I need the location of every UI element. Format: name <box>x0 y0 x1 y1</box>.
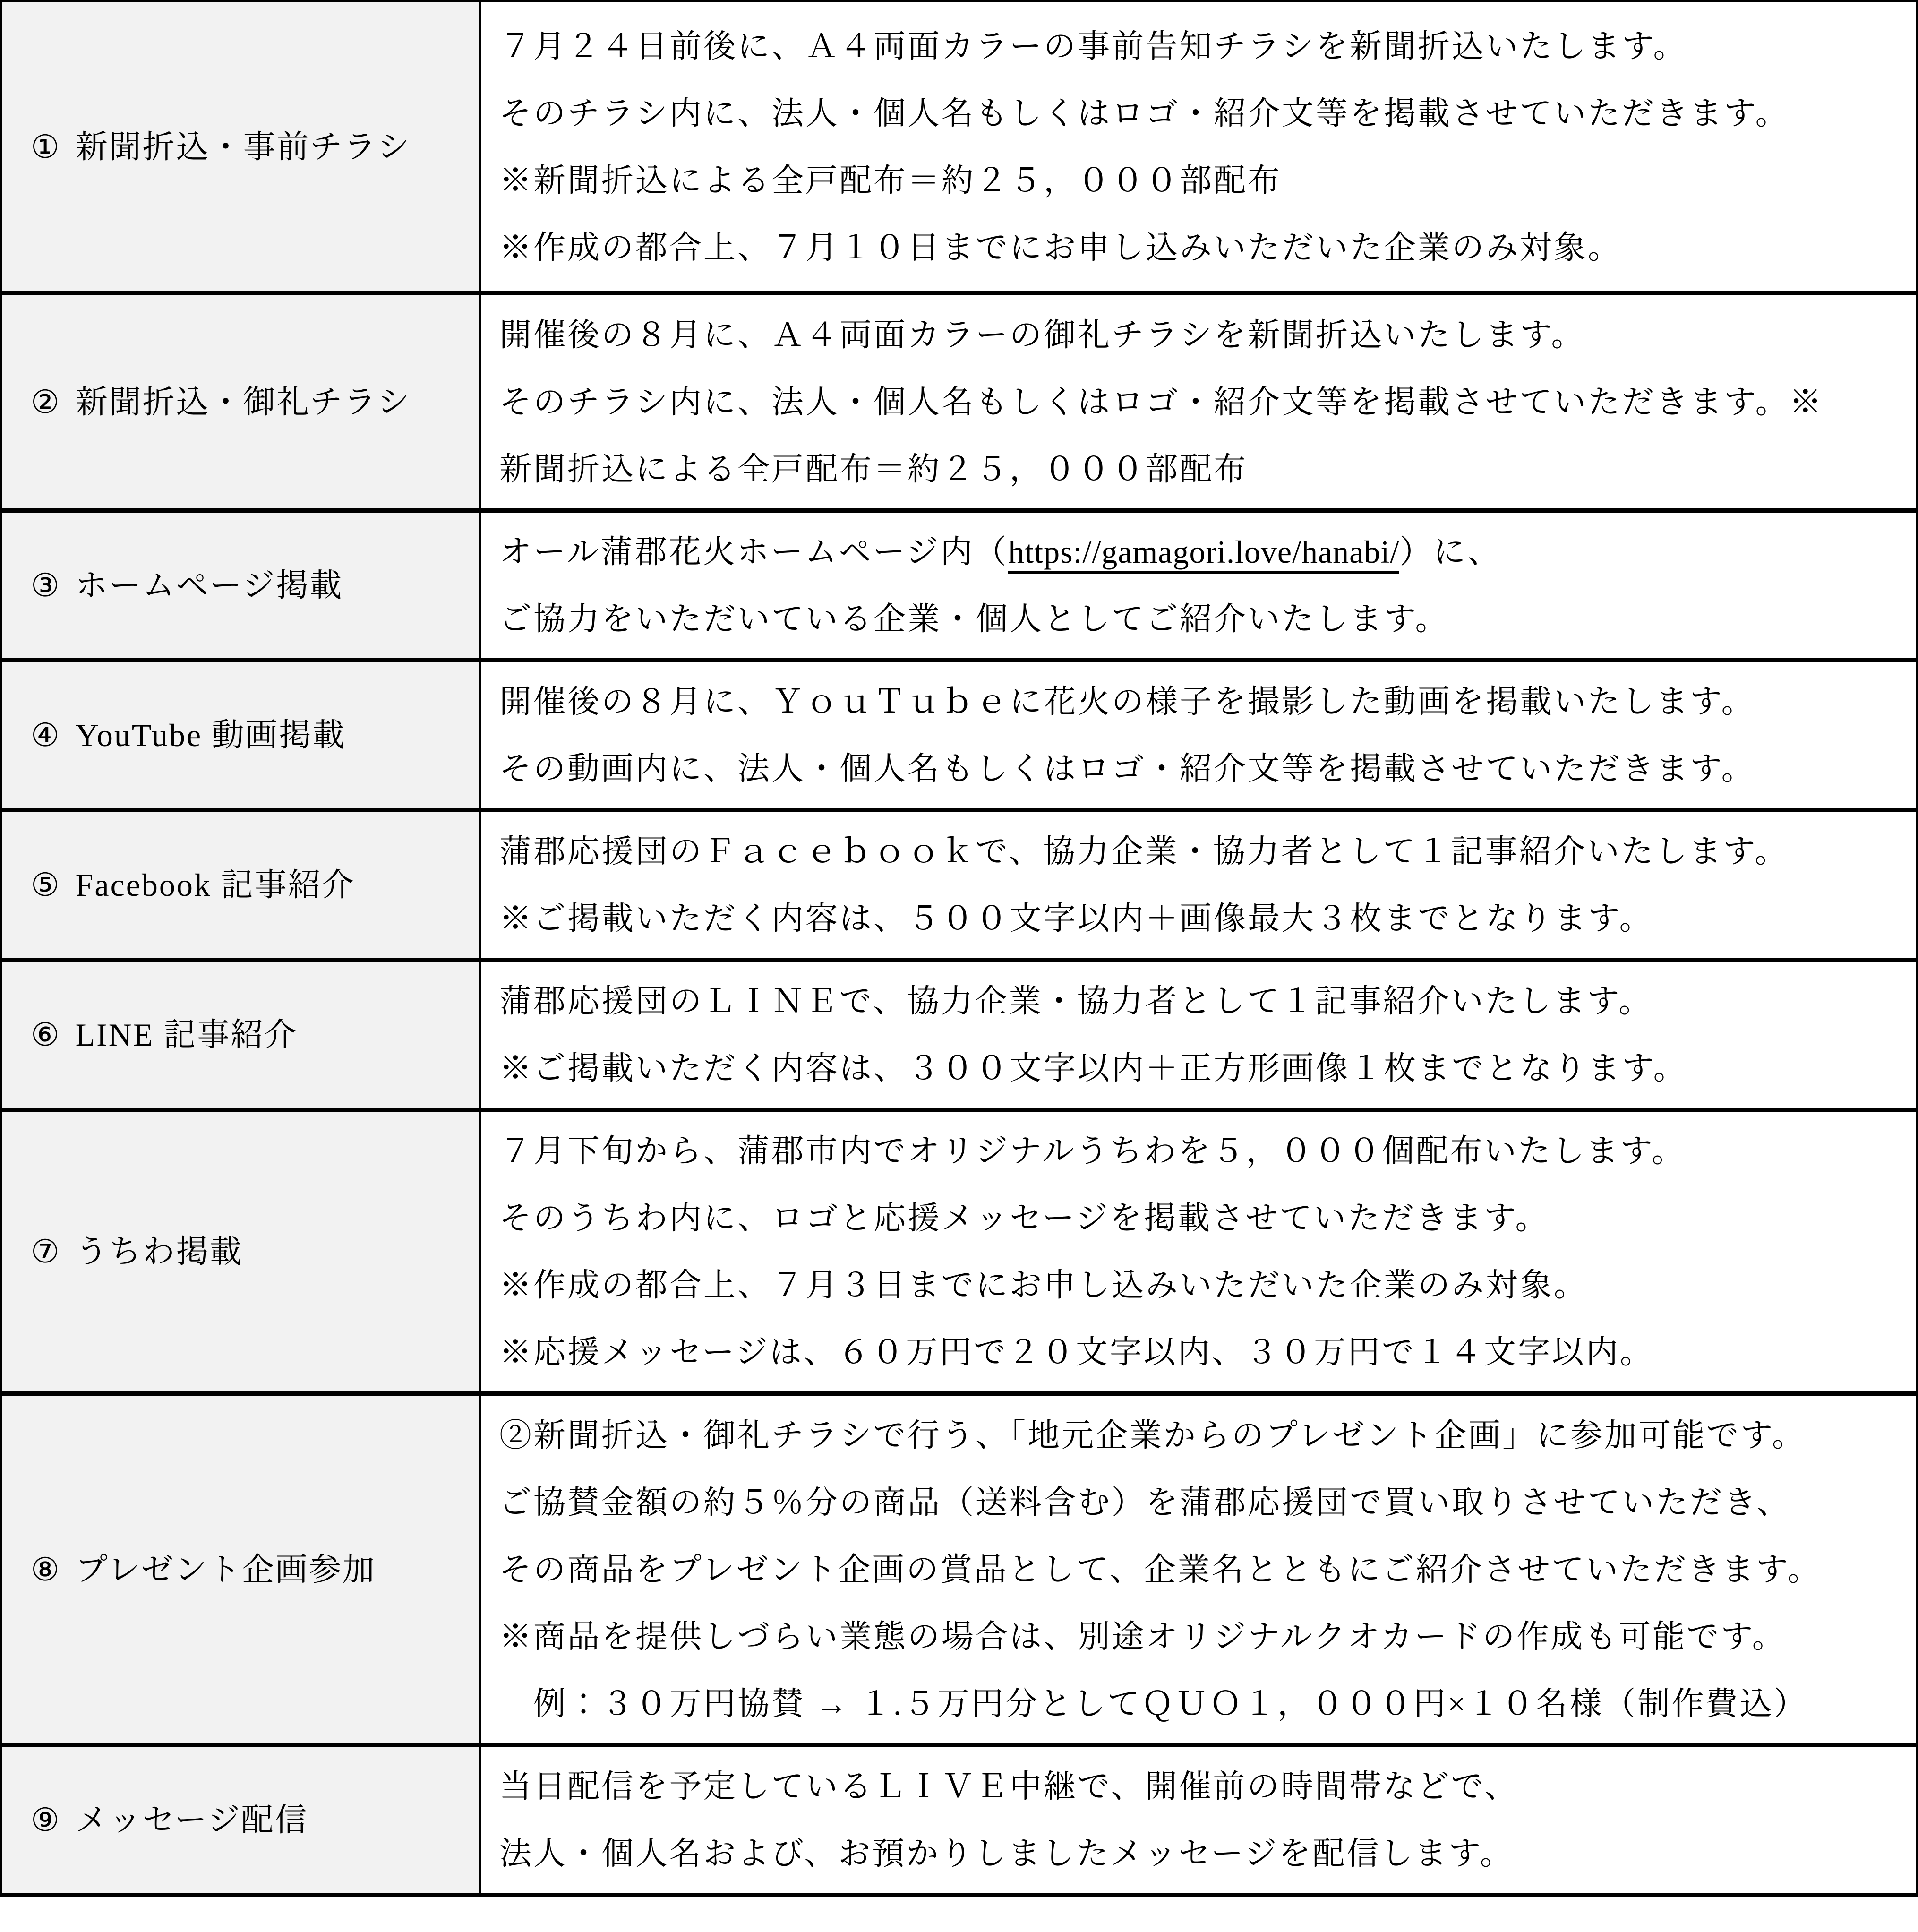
row-title: 新聞折込・御礼チラシ <box>75 384 411 420</box>
row-label <box>1 1 480 293</box>
text-segment: ７月下旬から、蒲郡市内でオリジナルうちわを５，０００個配布いたします。 <box>499 1133 1686 1169</box>
text-segment: そのチラシ内に、法人・個人名もしくはロゴ・紹介文等を掲載させていただきます。 <box>499 95 1790 131</box>
row-description <box>480 1110 1917 1394</box>
text-segment: ※作成の都合上、７月３日までにお申し込みいただいた企業のみ対象。 <box>499 1267 1588 1303</box>
row-number: ⑤ <box>31 867 61 903</box>
text-line <box>499 147 1906 214</box>
row-number: ⑦ <box>31 1234 61 1270</box>
row-description <box>480 960 1917 1110</box>
table-row <box>1 1110 1917 1394</box>
text-segment: ７月２４日前後に、Ａ４両面カラーの事前告知チラシを新聞折込いたします。 <box>499 28 1687 64</box>
text-segment: そのチラシ内に、法人・個人名もしくはロゴ・紹介文等を掲載させていただきます。※ <box>499 384 1824 420</box>
row-description <box>480 1 1917 293</box>
text-line <box>499 1402 1906 1469</box>
text-segment: オール蒲郡花火ホームページ内（ <box>499 534 1009 570</box>
text-line <box>499 436 1906 503</box>
text-line <box>499 1536 1906 1603</box>
text-line <box>499 1117 1906 1185</box>
row-label <box>1 293 480 511</box>
row-label <box>1 810 480 960</box>
row-title: LINE 記事紹介 <box>75 1017 298 1053</box>
text-line <box>499 301 1906 369</box>
text-segment: ご協力をいただいている企業・個人としてご紹介いたします。 <box>499 601 1449 637</box>
text-line <box>499 885 1906 952</box>
text-segment: 当日配信を予定しているＬＩＶＥ中継で、開催前の時間帯などで、 <box>499 1769 1519 1804</box>
text-line <box>499 214 1906 281</box>
row-number: ① <box>31 129 61 165</box>
text-line <box>499 1035 1906 1102</box>
row-title: うちわ掲載 <box>75 1234 243 1270</box>
row-number: ⑥ <box>31 1017 61 1053</box>
text-line <box>499 818 1906 885</box>
row-description <box>480 1394 1917 1745</box>
table-row <box>1 511 1917 661</box>
row-title: メッセージ配信 <box>75 1802 308 1838</box>
text-line <box>499 1603 1906 1670</box>
text-segment: ※応援メッセージは、６０万円で２０文字以内、３０万円で１４文字以内。 <box>499 1334 1654 1370</box>
text-segment: ※新聞折込による全戸配布＝約２５，０００部配布 <box>499 162 1282 198</box>
text-segment: ※ご掲載いただく内容は、５００文字以内＋画像最大３枚までとなります。 <box>499 901 1653 936</box>
text-segment: その動画内に、法人・個人名もしくはロゴ・紹介文等を掲載させていただきます。 <box>499 751 1755 787</box>
homepage-url[interactable]: https://gamagori.love/hanabi/ <box>1008 534 1399 574</box>
table-row <box>1 1745 1917 1895</box>
text-segment: そのうちわ内に、ロゴと応援メッセージを掲載させていただきます。 <box>499 1200 1550 1236</box>
text-line <box>499 1252 1906 1319</box>
row-number: ⑧ <box>31 1551 61 1588</box>
text-line <box>499 1469 1906 1536</box>
text-line <box>499 968 1906 1035</box>
text-line <box>499 585 1906 653</box>
text-segment: 新聞折込による全戸配布＝約２５，０００部配布 <box>499 451 1248 487</box>
text-segment: 蒲郡応援団のＬＩＮＥで、協力企業・協力者として１記事紹介いたします。 <box>499 983 1653 1019</box>
text-line <box>499 518 1906 585</box>
text-line <box>499 1820 1906 1887</box>
text-line <box>499 1670 1906 1737</box>
row-description <box>480 810 1917 960</box>
text-segment: ご協賛金額の約５％分の商品（送料含む）を蒲郡応援団で買い取りさせていただき、 <box>499 1484 1791 1520</box>
row-description <box>480 1745 1917 1895</box>
text-line <box>499 369 1906 436</box>
table-row <box>1 1394 1917 1745</box>
row-label <box>1 960 480 1110</box>
text-line <box>499 735 1906 802</box>
text-segment: 例：３０万円協賛 → １.５万円分としてＱＵＯ１，０００円×１０名様（制作費込） <box>499 1685 1808 1722</box>
text-segment: 開催後の８月に、ＹｏｕＴｕｂｅに花火の様子を撮影した動画を掲載いたします。 <box>499 684 1755 720</box>
table-row <box>1 293 1917 511</box>
row-description <box>480 511 1917 661</box>
row-label <box>1 1745 480 1895</box>
table-row <box>1 960 1917 1110</box>
table-row <box>1 1 1917 293</box>
text-line <box>499 1319 1906 1386</box>
row-title: プレゼント企画参加 <box>75 1551 376 1588</box>
table-row <box>1 661 1917 810</box>
row-number: ⑨ <box>31 1802 61 1838</box>
table-row <box>1 810 1917 960</box>
row-number: ② <box>31 384 61 420</box>
text-line <box>499 668 1906 735</box>
row-label <box>1 661 480 810</box>
row-title: 新聞折込・事前チラシ <box>75 129 411 165</box>
row-number: ④ <box>31 717 61 753</box>
row-number: ③ <box>31 567 61 603</box>
row-description <box>480 293 1917 511</box>
row-label <box>1 1110 480 1394</box>
row-title: YouTube 動画掲載 <box>75 717 346 753</box>
text-line <box>499 1185 1906 1252</box>
text-segment: ）に、 <box>1399 534 1502 570</box>
text-segment: ※商品を提供しづらい業態の場合は、別途オリジナルクオカードの作成も可能です。 <box>499 1618 1786 1655</box>
text-segment: 法人・個人名および、お預かりしましたメッセージを配信します。 <box>499 1836 1514 1872</box>
row-label <box>1 511 480 661</box>
text-segment: 開催後の８月に、Ａ４両面カラーの御礼チラシを新聞折込いたします。 <box>499 317 1585 353</box>
text-segment: ※ご掲載いただく内容は、３００文字以内＋正方形画像１枚までとなります。 <box>499 1050 1687 1086</box>
row-title: ホームページ掲載 <box>75 567 343 603</box>
text-segment: 蒲郡応援団のＦａｃｅｂｏｏｋで、協力企業・協力者として１記事紹介いたします。 <box>499 833 1789 869</box>
text-segment: ②新聞折込・御礼チラシで行う、「地元企業からのプレゼント企画」に参加可能です。 <box>499 1417 1806 1453</box>
row-label <box>1 1394 480 1745</box>
text-segment: その商品をプレゼント企画の賞品として、企業名とともにご紹介させていただきます。 <box>499 1551 1822 1588</box>
text-line <box>499 1753 1906 1820</box>
text-line <box>499 13 1906 80</box>
text-line <box>499 80 1906 147</box>
row-description <box>480 661 1917 810</box>
text-segment: ※作成の都合上、７月１０日までにお申し込みいただいた企業のみ対象。 <box>499 229 1622 266</box>
row-title: Facebook 記事紹介 <box>75 867 355 903</box>
